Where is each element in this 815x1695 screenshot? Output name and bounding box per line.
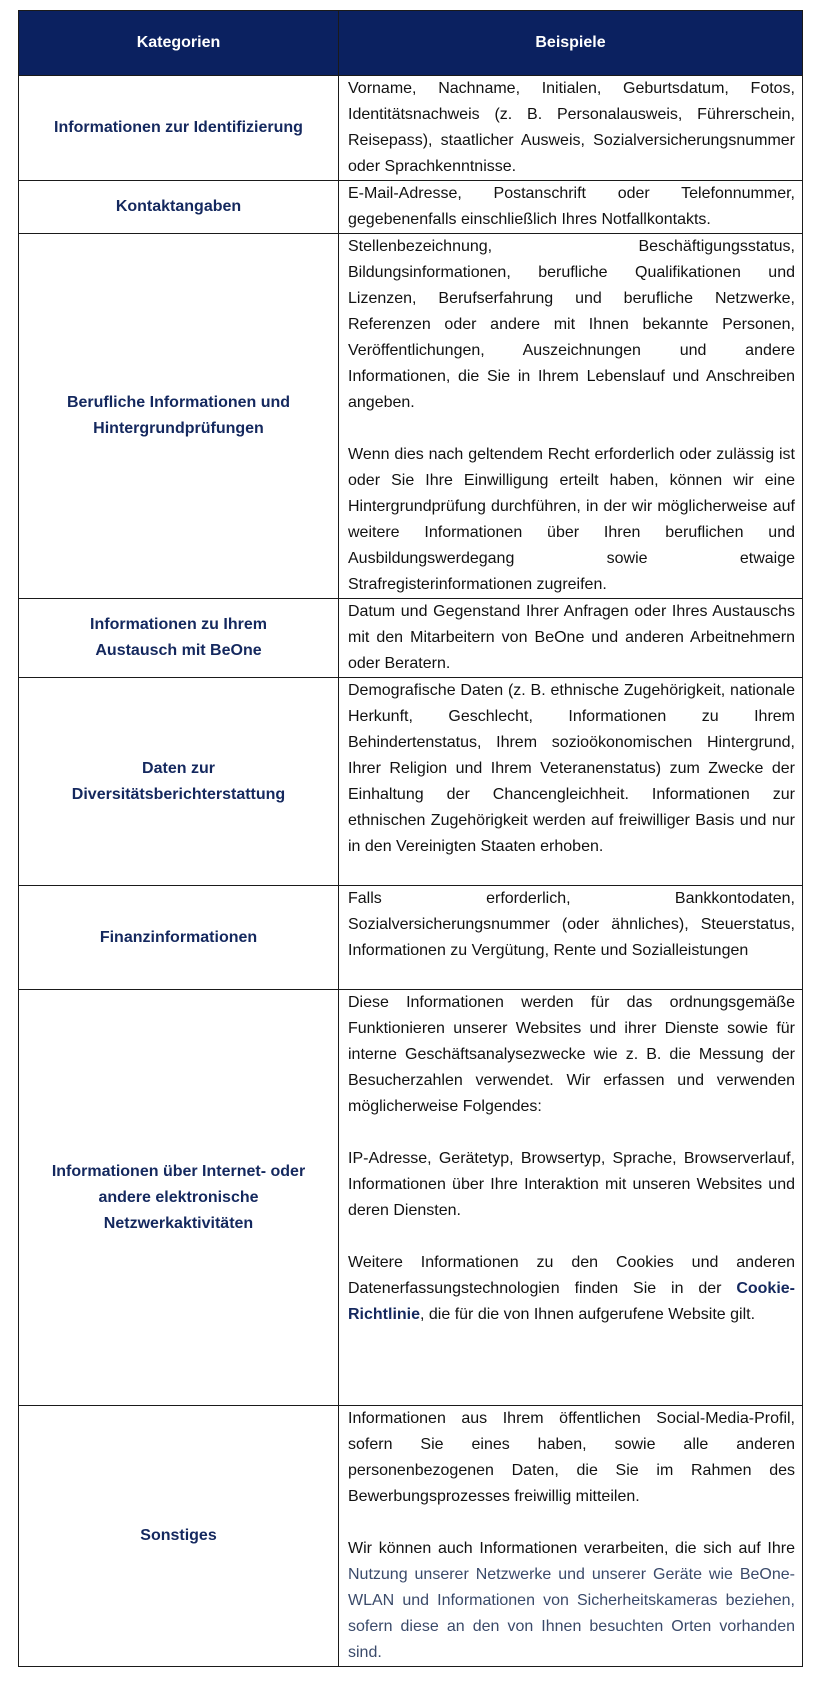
category-cell: Informationen zu Ihrem Austausch mit BeOne [19,599,339,678]
table-row [19,599,803,678]
network-text-before: Wir können auch Informationen verarbeiten, die sich auf Ihre [348,1540,795,1557]
examples-cell [339,599,803,678]
examples-text [348,1250,795,1328]
examples-cell [339,76,803,181]
cookie-text-before: Weitere Informationen zu den Cookies und anderen Datenerfassungstechnologien finden Sie in der [348,1254,795,1297]
examples-text: Demografische Daten (z. B. ethnische Zugehörigkeit, nationale Herkunft, Geschlecht, Informationen zu Ihrem Behindertenstatus, Ihrem sozioökonomischen Hintergrund, Ihrer Religion und Ihrem Veteranenstatus) zum Zwecke der Einhaltung der Chancengleichheit. Informationen zur ethnischen Zugehörigkeit werden auf freiwilliger Basis und nur in den Vereinigten Staaten erhoben. [348,682,795,855]
network-text-muted: Nutzung unserer Netzwerke und unserer Geräte wie BeOne-WLAN und Informationen von Sicherheitskameras beziehen, sofern diese an den von Ihnen besuchten Orten vorhanden sind. [348,1566,795,1661]
category-cell: Informationen zur Identifizierung [19,76,339,181]
table-row [19,990,803,1406]
cookie-text-after: , die für die von Ihnen aufgerufene Website gilt. [420,1306,756,1323]
examples-text: Wenn dies nach geltendem Recht erforderlich oder zulässig ist oder Sie Ihre Einwilligung erteilt haben, können wir eine Hintergrundprüfung durchführen, in der wir möglicherweise auf weitere Informationen über Ihren beruflichen und Ausbildungswerdegang sowie etwaige Strafregisterinformationen zugreifen. [348,446,795,593]
examples-text: Falls erforderlich, Bankkontodaten, Sozialversicherungsnummer (oder ähnliches), Steuerstatus, Informationen zu Vergütung, Rente und Sozialleistungen [348,890,795,959]
table-header-row [19,11,803,76]
category-cell: Sonstiges [19,1406,339,1667]
examples-cell [339,678,803,886]
table-row [19,234,803,599]
header-examples: Beispiele [339,11,803,76]
examples-text: IP-Adresse, Gerätetyp, Browsertyp, Sprache, Browserverlauf, Informationen über Ihre Interaktion mit unseren Websites und deren Diensten. [348,1150,795,1219]
examples-text [348,1536,795,1666]
privacy-data-table [18,10,803,1667]
examples-cell [339,181,803,234]
category-cell: Daten zur Diversitätsberichterstattung [19,678,339,886]
examples-text: Stellenbezeichnung, Beschäftigungsstatus, Bildungsinformationen, berufliche Qualifikationen und Lizenzen, Berufserfahrung und berufliche Netzwerke, Referenzen oder andere mit Ihnen bekannte Personen, Veröffentlichungen, Auszeichnungen und andere Informationen, die Sie in Ihrem Lebenslauf und Anschreiben angeben. [348,238,795,411]
table-row [19,181,803,234]
examples-cell [339,1406,803,1667]
examples-text: Diese Informationen werden für das ordnungsgemäße Funktionieren unserer Websites und ihrer Dienste sowie für interne Geschäftsanalysezwecke wie z. B. die Messung der Besucherzahlen verwendet. Wir erfassen und verwenden möglicherweise Folgendes: [348,994,795,1115]
examples-cell [339,234,803,599]
table-row [19,76,803,181]
examples-text: E-Mail-Adresse, Postanschrift oder Telefonnummer, gegebenenfalls einschließlich Ihres Notfallkontakts. [348,185,795,228]
table-row [19,886,803,990]
table-row [19,678,803,886]
examples-cell [339,990,803,1406]
category-cell: Kontaktangaben [19,181,339,234]
examples-text: Datum und Gegenstand Ihrer Anfragen oder Ihres Austauschs mit den Mitarbeitern von BeOne und anderen Arbeitnehmern oder Beratern. [348,603,795,672]
category-cell: Informationen über Internet- oder andere elektronische Netzwerkaktivitäten [19,990,339,1406]
cookie-policy-link[interactable]: Cookie-Richtlinie [348,1280,795,1323]
examples-cell [339,886,803,990]
table-row [19,1406,803,1667]
category-cell: Finanzinformationen [19,886,339,990]
category-cell: Berufliche Informationen und Hintergrundprüfungen [19,234,339,599]
examples-text: Informationen aus Ihrem öffentlichen Social-Media-Profil, sofern Sie eines haben, sowie alle anderen personenbezogenen Daten, die Sie im Rahmen des Bewerbungsprozesses freiwillig mitteilen. [348,1410,795,1505]
examples-text: Vorname, Nachname, Initialen, Geburtsdatum, Fotos, Identitätsnachweis (z. B. Personalausweis, Führerschein, Reisepass), staatlicher Ausweis, Sozialversicherungsnummer oder Sprachkenntnisse. [348,80,795,175]
header-categories: Kategorien [19,11,339,76]
